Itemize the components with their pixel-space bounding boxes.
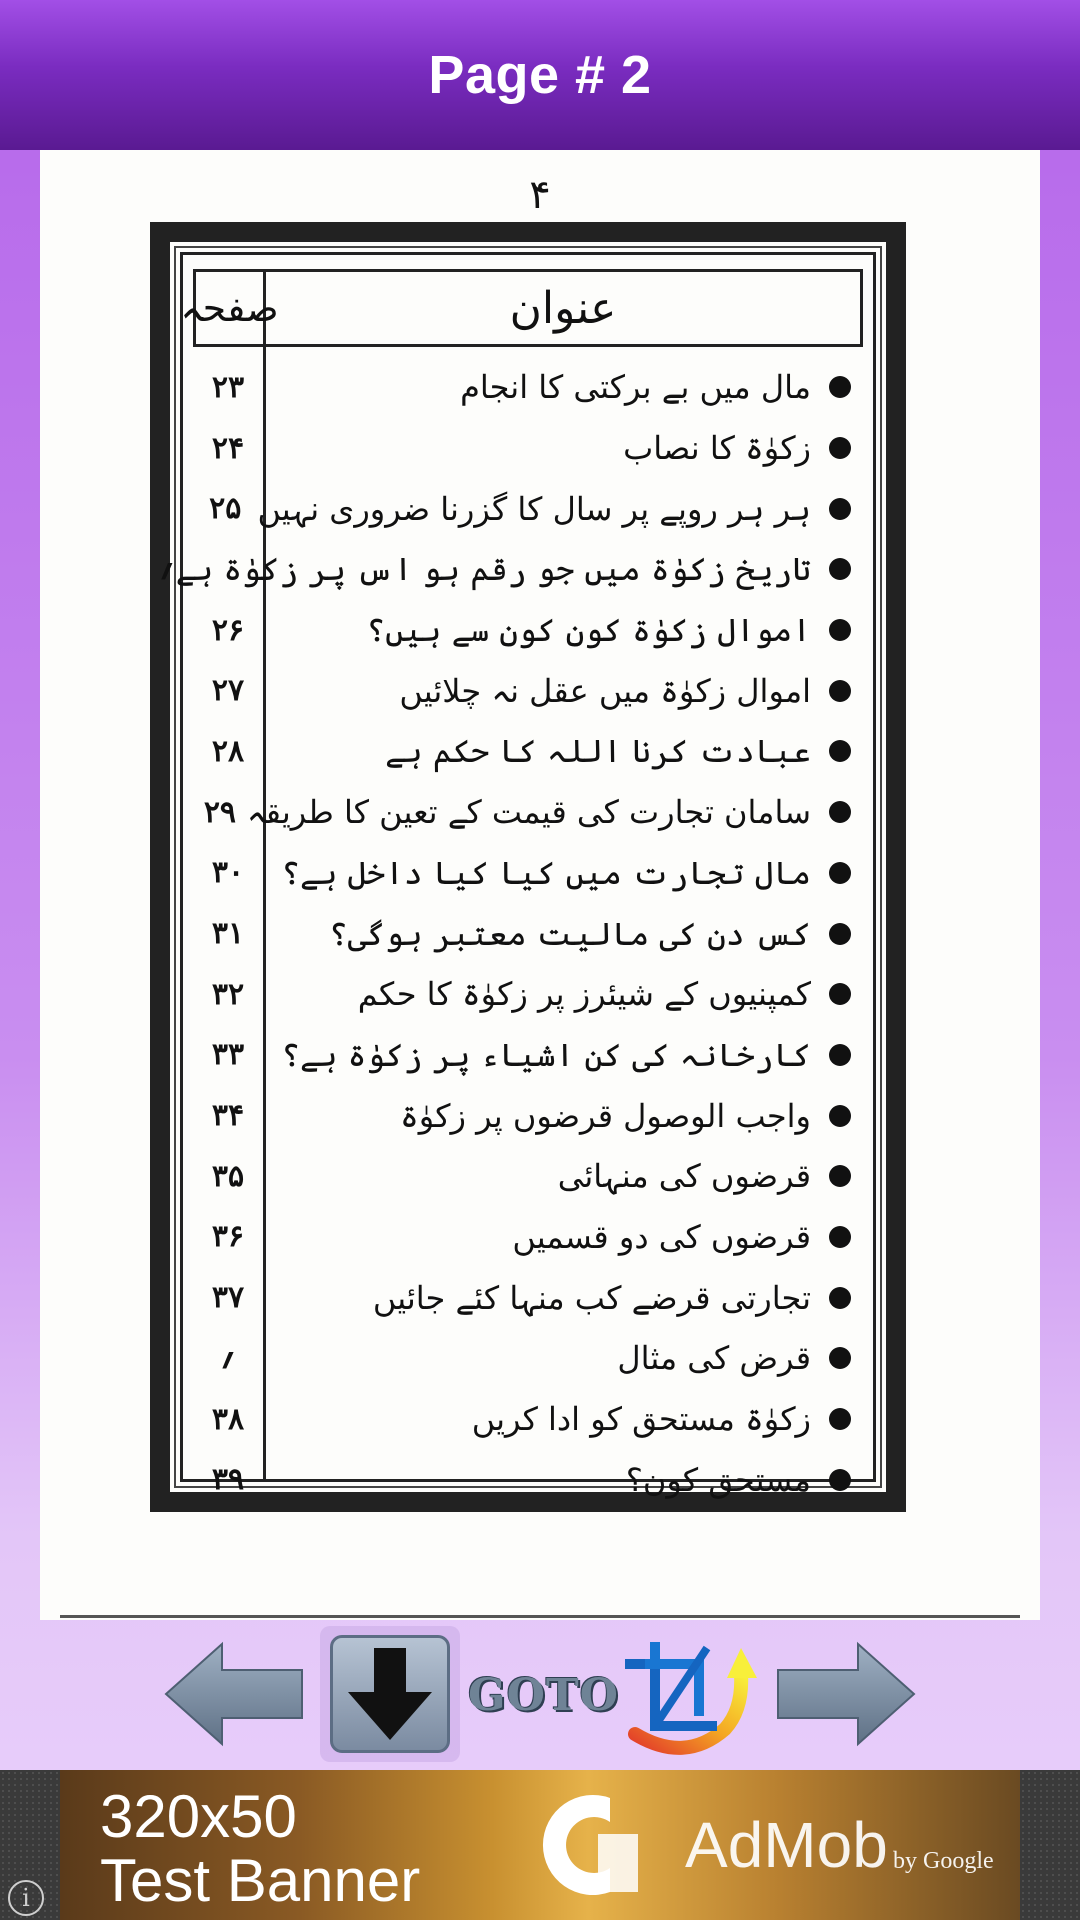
bullet-icon [829, 376, 851, 398]
toc-row [193, 357, 863, 418]
ad-size-text: 320x50 [100, 1783, 297, 1850]
bullet-icon [829, 1408, 851, 1430]
toc-row-title: کس دن کی مالیت معتبر ہوگی؟ [328, 914, 811, 953]
toc-row [193, 903, 863, 964]
toc-row [193, 418, 863, 479]
toc-row-title: زکوٰۃ کا نصاب [623, 429, 811, 468]
toc-row [193, 478, 863, 539]
toc-row-title: قرض کی مثال [617, 1339, 811, 1378]
toc-row [193, 721, 863, 782]
toc-row [193, 964, 863, 1025]
toc-row [193, 782, 863, 843]
toc-row-title: قرضوں کی منہائی [557, 1157, 811, 1196]
toc-row-title: کمپنیوں کے شیئرز پر زکوٰۃ کا حکم [357, 975, 811, 1014]
toc-row-title: مال میں بے برکتی کا انجام [460, 368, 811, 407]
toc-row-page: ۲۵ [209, 491, 242, 527]
toc-row [193, 600, 863, 661]
toc-row-page: ۳۲ [211, 976, 245, 1012]
bullet-icon [829, 1165, 851, 1187]
bullet-icon [829, 619, 851, 641]
ad-by-text: by Google [893, 1848, 994, 1874]
download-button-face [330, 1635, 450, 1753]
ad-brand-text: AdMob [685, 1809, 888, 1881]
toc-row-title: اموال زکوٰۃ میں عقل نہ چلائیں [399, 671, 811, 710]
toc-row [193, 1207, 863, 1268]
toc-frame-inner [158, 252, 876, 1499]
page-image[interactable] [40, 150, 1040, 1620]
bullet-icon [829, 498, 851, 520]
toc-row-title: کارخانہ کی کن اشیاء پر زکوٰۃ ہے؟ [281, 1035, 811, 1074]
toc-row-page: ۲۶ [211, 612, 245, 648]
toc-row-page: ۲۸ [211, 733, 245, 769]
toc-header-page: صفحہ [196, 272, 266, 344]
ad-container [0, 1770, 1080, 1920]
toc-header-title: عنوان [509, 282, 617, 334]
bullet-icon [829, 1044, 851, 1066]
arrow-left-icon[interactable] [166, 1644, 302, 1744]
ad-test-text: Test Banner [100, 1847, 421, 1914]
toc-row-page: ۳۸ [211, 1401, 245, 1437]
toc-row-title: عبادت کرنا اللہ کا حکم ہے [385, 732, 811, 771]
toc-row-page: ۲۴ [211, 430, 245, 466]
bullet-icon [829, 558, 851, 580]
app-header [0, 0, 1080, 150]
toc-row-title: قرضوں کی دو قسمیں [512, 1217, 811, 1256]
toc-frame [150, 222, 906, 1512]
toc-row [193, 660, 863, 721]
page-title: Page # 2 [428, 45, 652, 105]
toc-row-page: ۳۳ [211, 1037, 245, 1073]
bullet-icon [829, 437, 851, 459]
toc-row-title: زکوٰۃ مستحق کو ادا کریں [471, 1400, 811, 1439]
toc-row [193, 1025, 863, 1086]
download-arrow-icon [348, 1648, 432, 1740]
toc-row-title: مال تجارت میں کیا کیا داخل ہے؟ [281, 853, 811, 892]
toc-row-page: ۲۳ [211, 369, 245, 405]
toc-row-page: ۳۵ [211, 1158, 245, 1194]
toc-row-page: ۲۷ [211, 673, 245, 709]
toc-row-title: مستحق کون؟ [625, 1460, 811, 1499]
bullet-icon [829, 1347, 851, 1369]
bullet-icon [829, 1226, 851, 1248]
toc-row-page: ۳۰ [211, 855, 245, 891]
toc-row-page: ؍ [219, 1340, 237, 1376]
arrow-right-icon[interactable] [778, 1644, 914, 1744]
admob-logo-icon [540, 1790, 650, 1900]
toc-row-page: ۳۶ [211, 1219, 245, 1255]
bullet-icon [829, 680, 851, 702]
ad-info-icon[interactable]: i [8, 1880, 44, 1916]
toc-row-title: تاریخ زکوٰۃ میں جو رقم ہو اس پر زکوٰۃ ہے [175, 550, 811, 589]
toc-header [180, 269, 863, 347]
toc-row-page: ؍ [158, 551, 176, 587]
bullet-icon [829, 801, 851, 823]
toc-row [193, 1146, 863, 1207]
crop-rotate-icon[interactable] [615, 1634, 765, 1758]
bullet-icon [829, 1287, 851, 1309]
toc-row [193, 1328, 863, 1389]
toc-row-page: ۲۹ [203, 794, 237, 830]
bullet-icon [829, 923, 851, 945]
toc-row [193, 843, 863, 904]
toc-row-page: ۳۴ [211, 1098, 245, 1134]
toc-row-title: اموال زکوٰۃ کون کون سے ہیں؟ [366, 611, 811, 650]
toc-row-title: سامان تجارت کی قیمت کے تعین کا طریقہ [246, 793, 811, 832]
toc-row-title: تجارتی قرضے کب منہا کئے جائیں [372, 1278, 811, 1317]
toc-row-title: واجب الوصول قرضوں پر زکوٰۃ [399, 1096, 811, 1135]
toc-row [158, 539, 863, 600]
bullet-icon [829, 740, 851, 762]
ad-banner[interactable] [60, 1770, 1020, 1920]
bottom-toolbar [0, 1620, 1080, 1770]
bullet-icon [829, 983, 851, 1005]
toc-row-page: ۳۱ [211, 916, 245, 952]
book-page-number: ۴ [529, 172, 551, 218]
bullet-icon [829, 862, 851, 884]
scan-edge-line [60, 1615, 1020, 1618]
toc-row [193, 1085, 863, 1146]
download-button[interactable] [320, 1626, 460, 1762]
bullet-icon [829, 1469, 851, 1491]
toc-row [193, 1389, 863, 1450]
bullet-icon [829, 1105, 851, 1127]
toc-row [193, 1267, 863, 1328]
toc-row-page: ۳۷ [211, 1280, 245, 1316]
toc-row-page: ۳۹ [211, 1462, 245, 1498]
toc-row-title: ہر ہر روپے پر سال کا گزرنا ضروری نہیں [257, 489, 811, 528]
toc-list [158, 357, 863, 1510]
goto-button[interactable]: GOTO [468, 1670, 619, 1721]
toc-row [193, 1449, 863, 1510]
